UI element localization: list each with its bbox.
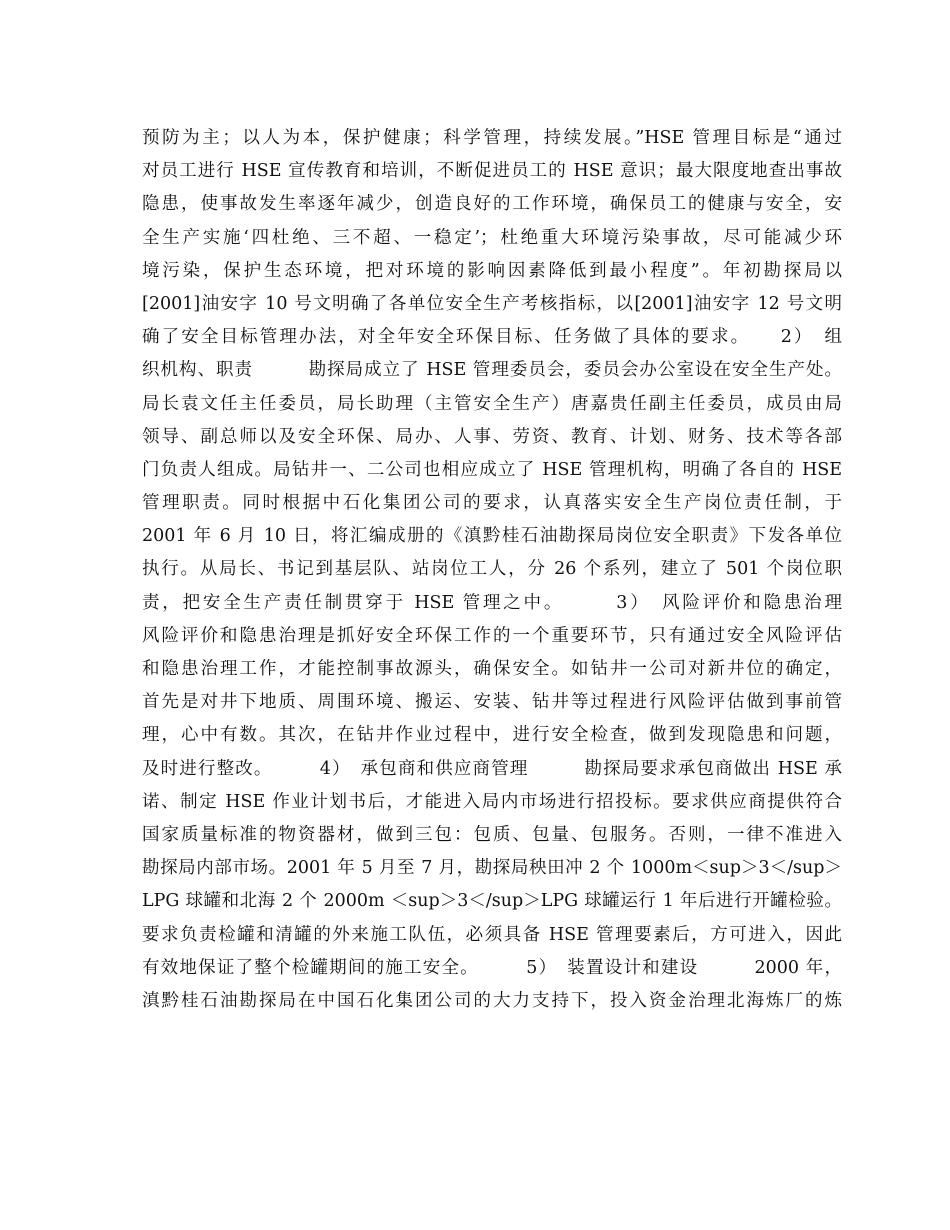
text-line: 理，心中有数。其次，在钻井作业过程中，进行安全检查，做到发现隐患和问题， — [142, 725, 842, 746]
text-line: 诺、制定 HSE 作业计划书后，才能进入局内市场进行招投标。要求供应商提供符合 — [142, 791, 842, 812]
text-line: 风险评价和隐患治理是抓好安全环保工作的一个重要环节，只有通过安全风险评估 — [142, 625, 842, 646]
text-line: 全生产实施‘四杜绝、三不超、一稳定’；杜绝重大环境污染事故，尽可能减少环 — [142, 227, 842, 248]
text-line: 滇黔桂石油勘探局在中国石化集团公司的大力支持下，投入资金治理北海炼厂的炼 — [142, 990, 842, 1011]
text-line: 境污染，保护生态环境，把对环境的影响因素降低到最小程度”。年初勘探局以 — [142, 260, 842, 281]
text-line: 管理职责。同时根据中石化集团公司的要求，认真落实安全生产岗位责任制，于 — [142, 493, 842, 514]
text-line: 和隐患治理工作，才能控制事故源头，确保安全。如钻井一公司对新井位的确定， — [142, 659, 842, 679]
text-line: 要求负责检罐和清罐的外来施工队伍，必须具备 HSE 管理要素后，方可进入，因此 — [142, 924, 842, 945]
text-line: 有效地保证了整个检罐期间的施工安全。 5） 装置设计和建设 2000 年， — [142, 957, 842, 978]
text-line: [2001]油安字 10 号文明确了各单位安全生产考核指标，以[2001]油安字 12 号文明 — [142, 293, 842, 314]
text-line: 织机构、职责 勘探局成立了 HSE 管理委员会，委员会办公室设在安全生产处。 — [142, 360, 842, 381]
text-line: 首先是对井下地质、周围环境、搬运、安装、钻井等过程进行风险评估做到事前管 — [142, 692, 842, 713]
text-line: 领导、副总师以及安全环保、局办、人事、劳资、教育、计划、财务、技术等各部 — [142, 426, 842, 447]
text-line: 门负责人组成。局钻井一、二公司也相应成立了 HSE 管理机构，明确了各自的 HSE — [142, 459, 842, 480]
text-line: 及时进行整改。 4） 承包商和供应商管理 勘探局要求承包商做出 HSE 承 — [142, 758, 842, 779]
text-line: 确了安全目标管理办法，对全年安全环保目标、任务做了具体的要求。 2） 组 — [142, 327, 842, 348]
text-line: 勘探局内部市场。2001 年 5 月至 7 月，勘探局秧田冲 2 个 1000m＜sup＞3＜/sup＞ — [142, 858, 842, 879]
text-line: 责，把安全生产责任制贯穿于 HSE 管理之中。 3） 风险评价和隐患治理 — [142, 592, 842, 613]
body-text — [142, 122, 842, 1018]
text-line: 执行。从局长、书记到基层队、站岗位工人，分 26 个系列，建立了 501 个岗位职 — [142, 559, 842, 580]
text-line: 局长袁文任主任委员，局长助理（主管安全生产）唐嘉贵任副主任委员，成员由局 — [142, 393, 842, 414]
text-line: 2001 年 6 月 10 日，将汇编成册的《滇黔桂石油勘探局岗位安全职责》下发各单位 — [142, 526, 842, 547]
text-line: 国家质量标准的物资器材，做到三包：包质、包量、包服务。否则，一律不准进入 — [142, 824, 842, 845]
text-line: 预防为主；以人为本，保护健康；科学管理，持续发展。”HSE 管理目标是“通过 — [142, 128, 842, 148]
text-line: 对员工进行 HSE 宣传教育和培训，不断促进员工的 HSE 意识；最大限度地查出事故 — [142, 161, 842, 182]
text-line: 隐患，使事故发生率逐年减少，创造良好的工作环境，确保员工的健康与安全，安 — [142, 194, 842, 215]
text-line: LPG 球罐和北海 2 个 2000m ＜sup＞3＜/sup＞LPG 球罐运行 1 年后进行开罐检验。 — [142, 891, 842, 912]
